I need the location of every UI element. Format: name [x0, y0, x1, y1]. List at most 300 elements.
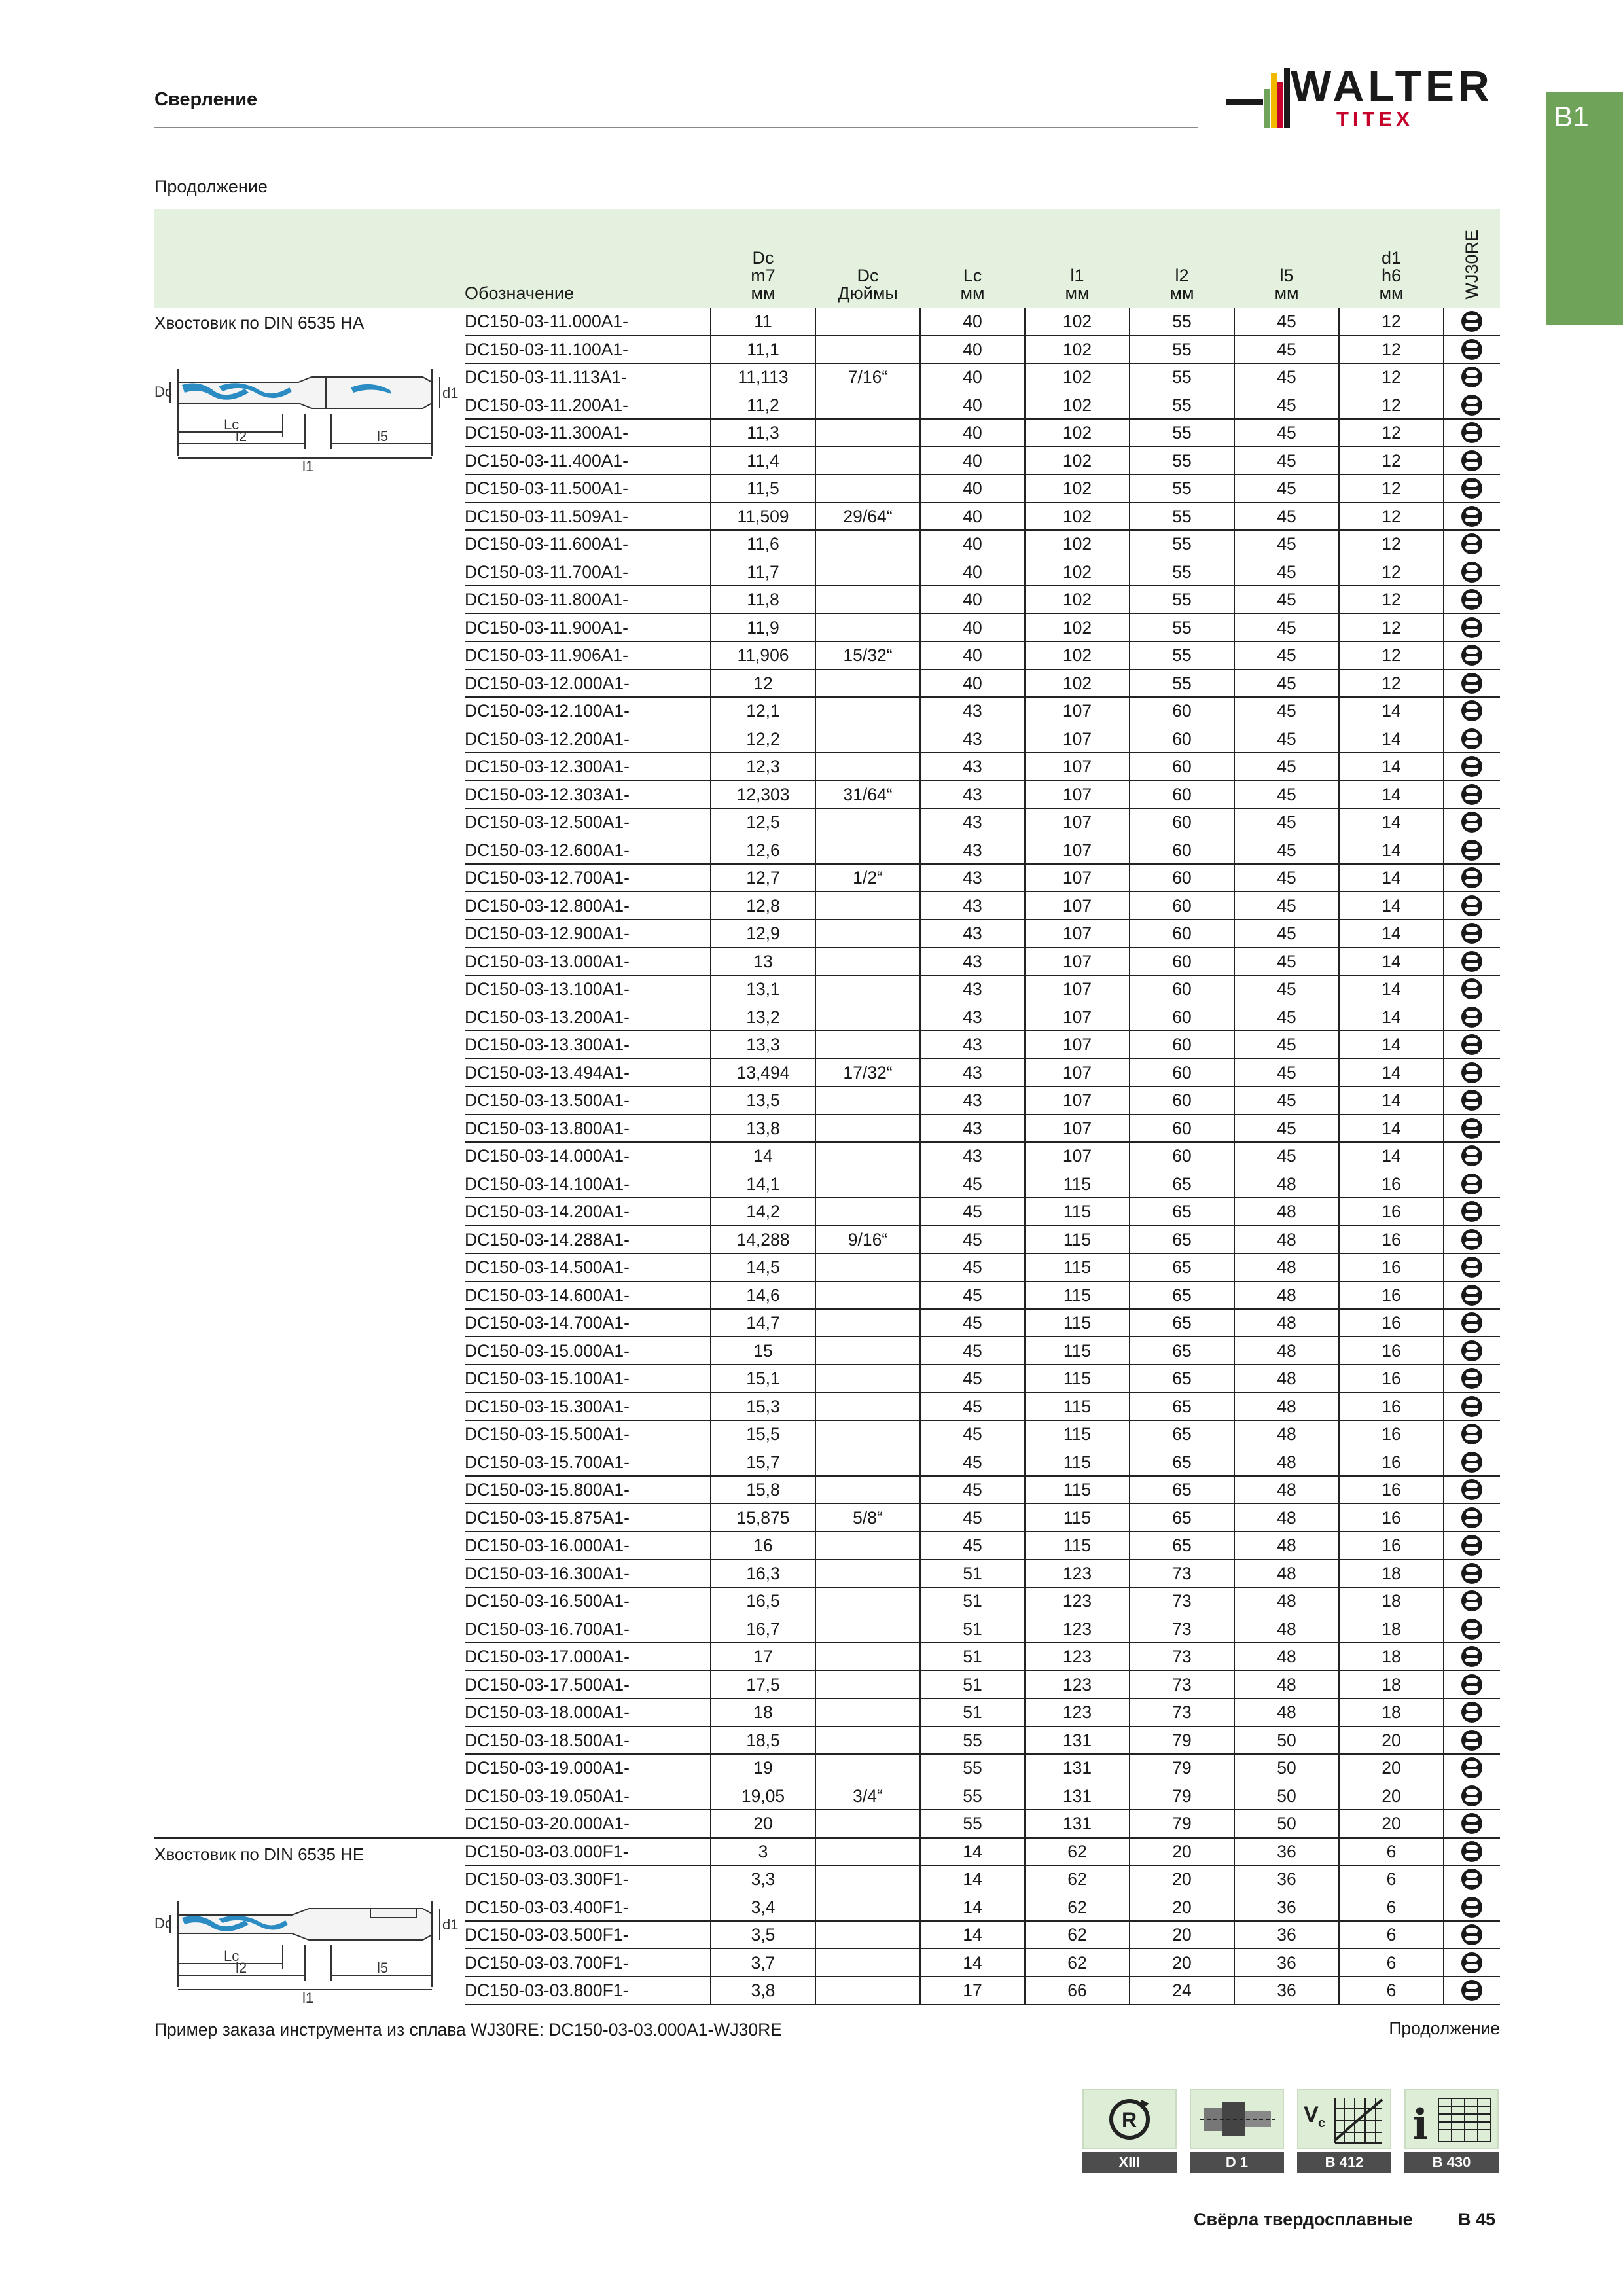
column-divider	[1234, 308, 1235, 2005]
value-cell: 62	[1067, 1925, 1087, 1945]
value-cell: 15,875	[736, 1507, 790, 1528]
value-cell: 55	[963, 1814, 982, 1833]
value-cell: 45	[963, 1313, 982, 1333]
value-cell: 17	[963, 1981, 982, 2000]
value-cell: 102	[1062, 339, 1092, 359]
grade-available-icon	[1461, 867, 1482, 888]
value-cell: 40	[963, 590, 982, 609]
value-cell: 20	[1382, 1785, 1401, 1806]
drawing-label-d1: d1	[442, 1916, 459, 1933]
value-cell: 45	[963, 1340, 982, 1361]
value-cell: 12	[1382, 478, 1401, 498]
footer-title: Свёрла твердосплавные	[1194, 2210, 1413, 2229]
value-cell: 15/32“	[843, 645, 893, 665]
designation-cell: DC150-03-14.700A1-	[465, 1313, 630, 1333]
value-cell: 45	[1277, 562, 1296, 582]
grade-available-icon	[1461, 1841, 1482, 1862]
value-cell: 36	[1277, 1841, 1296, 1861]
value-cell: 6	[1386, 1925, 1397, 1945]
value-cell: 20	[1172, 1869, 1192, 1889]
value-cell	[815, 558, 920, 586]
grade-available-icon	[1461, 478, 1482, 499]
designation-cell: DC150-03-12.900A1-	[465, 924, 630, 943]
value-cell: 45	[963, 1229, 982, 1249]
page-section-title: Сверление	[154, 89, 258, 110]
value-cell: 16,5	[746, 1591, 780, 1611]
value-cell: 20	[1382, 1814, 1401, 1833]
value-cell	[815, 1420, 920, 1448]
designation-cell: DC150-03-14.200A1-	[465, 1202, 630, 1221]
table-row	[154, 725, 1500, 753]
value-cell: 14	[1382, 868, 1401, 888]
value-cell: 15	[753, 1340, 773, 1361]
value-cell: 14,7	[746, 1313, 780, 1333]
value-cell: 55	[1172, 450, 1192, 471]
value-cell: 115	[1063, 1480, 1092, 1499]
group-label-he: Хвостовик по DIN 6535 HE	[154, 1844, 365, 1864]
table-row	[154, 1142, 1500, 1170]
info-table-icon	[1406, 2090, 1497, 2148]
value-cell: 45	[963, 1452, 982, 1472]
value-cell: 55	[1172, 395, 1192, 415]
value-cell: 14	[753, 1146, 773, 1166]
value-cell	[815, 1727, 920, 1755]
value-cell: 107	[1062, 757, 1092, 776]
value-cell: 79	[1172, 1785, 1192, 1806]
value-cell: 55	[1172, 478, 1192, 498]
shank-he-drawing	[154, 1885, 459, 2009]
value-cell: 45	[1277, 367, 1296, 387]
value-cell	[815, 725, 920, 753]
value-cell: 16	[1382, 1535, 1401, 1555]
value-cell: 20	[1172, 1952, 1192, 1973]
value-cell: 115	[1063, 1340, 1092, 1361]
grade-available-icon	[1461, 673, 1482, 694]
value-cell: 6	[1386, 1869, 1397, 1889]
value-cell: 55	[1172, 617, 1192, 637]
grade-available-icon	[1461, 978, 1482, 999]
value-cell: 55	[963, 1785, 982, 1806]
value-cell: 43	[963, 1146, 982, 1166]
designation-cell: DC150-03-03.500F1-	[465, 1925, 629, 1945]
table-row	[154, 1448, 1500, 1477]
header-rule	[154, 127, 1198, 128]
value-cell: 14,2	[746, 1202, 780, 1221]
value-cell	[815, 1476, 920, 1504]
table-row	[154, 1253, 1500, 1282]
grade-available-icon	[1461, 1118, 1482, 1139]
value-cell: 43	[963, 701, 982, 721]
value-cell: 45	[963, 1369, 982, 1388]
drawing-label-dc: Dc	[154, 1915, 172, 1931]
value-cell: 55	[1172, 367, 1192, 387]
table-row	[154, 670, 1500, 698]
grade-available-icon	[1461, 1702, 1482, 1723]
value-cell: 40	[963, 367, 982, 387]
value-cell: 60	[1172, 784, 1192, 804]
value-cell: 14,288	[736, 1229, 790, 1249]
value-cell: 3,7	[751, 1952, 776, 1973]
value-cell	[815, 1810, 920, 1838]
value-cell: 36	[1277, 1952, 1296, 1973]
value-cell: 36	[1277, 1925, 1296, 1945]
value-cell	[815, 892, 920, 920]
value-cell: 14	[1382, 979, 1401, 999]
value-cell: 11,5	[747, 478, 779, 498]
value-cell: 15,3	[746, 1396, 780, 1416]
col-header-l2: l2 мм	[1169, 266, 1194, 303]
drawing-label-l5: l5	[377, 1960, 389, 1976]
table-row	[154, 1086, 1500, 1115]
value-cell	[815, 614, 920, 642]
value-cell: 20	[1382, 1730, 1401, 1750]
grade-available-icon	[1461, 840, 1482, 861]
grade-available-icon	[1461, 1201, 1482, 1222]
drawing-label-d1: d1	[442, 385, 459, 401]
grade-available-icon	[1461, 1452, 1482, 1473]
designation-cell: DC150-03-17.500A1-	[465, 1674, 630, 1695]
value-cell: 115	[1063, 1313, 1092, 1333]
grade-available-icon	[1461, 700, 1482, 721]
value-cell: 16,7	[746, 1619, 780, 1639]
grade-available-icon	[1461, 311, 1482, 332]
drawing-label-lc: Lc	[224, 416, 240, 433]
value-cell: 29/64“	[843, 506, 893, 526]
value-cell: 11,113	[738, 367, 789, 387]
designation-cell: DC150-03-13.800A1-	[465, 1118, 630, 1138]
designation-cell: DC150-03-19.000A1-	[465, 1758, 630, 1778]
designation-cell: DC150-03-11.906A1-	[465, 645, 628, 665]
grade-available-icon	[1461, 1340, 1482, 1361]
designation-cell: DC150-03-15.875A1-	[465, 1507, 630, 1528]
designation-cell: DC150-03-12.700A1-	[465, 868, 630, 888]
value-cell: 65	[1172, 1369, 1192, 1388]
value-cell: 36	[1277, 1981, 1296, 2000]
table-row	[154, 1031, 1500, 1059]
designation-cell: DC150-03-11.900A1-	[465, 617, 628, 637]
value-cell: 62	[1067, 1869, 1087, 1889]
table-row	[154, 1587, 1500, 1615]
value-cell: 40	[963, 673, 982, 693]
table-row	[154, 864, 1500, 892]
value-cell: 12	[1382, 534, 1401, 554]
value-cell: 16	[1382, 1257, 1401, 1277]
value-cell: 60	[1172, 1035, 1192, 1054]
value-cell: 48	[1277, 1591, 1296, 1611]
value-cell: 43	[963, 1035, 982, 1054]
value-cell: 45	[963, 1285, 982, 1305]
designation-cell: DC150-03-18.500A1-	[465, 1730, 630, 1750]
value-cell: 20	[1172, 1925, 1192, 1945]
value-cell: 107	[1062, 728, 1092, 749]
value-cell: 107	[1062, 1090, 1092, 1110]
table-row	[154, 836, 1500, 865]
col-header-dc: Dc m7 мм	[751, 248, 776, 303]
value-cell: 55	[1172, 673, 1192, 693]
value-cell: 62	[1067, 1952, 1087, 1973]
value-cell: 115	[1063, 1257, 1092, 1277]
value-cell: 12,1	[746, 701, 780, 721]
continued-label-bottom: Продолжение	[1389, 2018, 1500, 2038]
value-cell: 13,1	[746, 979, 780, 999]
value-cell: 55	[1172, 312, 1192, 331]
value-cell: 51	[963, 1563, 982, 1583]
value-cell: 20	[1382, 1758, 1401, 1778]
value-cell: 12	[1382, 562, 1401, 582]
value-cell: 73	[1172, 1647, 1192, 1666]
value-cell: 17	[753, 1647, 773, 1666]
value-cell: 50	[1277, 1730, 1296, 1750]
grade-available-icon	[1461, 1174, 1482, 1194]
value-cell: 45	[1277, 450, 1296, 471]
value-cell: 45	[1277, 895, 1296, 916]
value-cell: 115	[1063, 1174, 1092, 1194]
value-cell: 43	[963, 757, 982, 776]
value-cell: 131	[1062, 1758, 1092, 1778]
value-cell: 13,5	[746, 1090, 780, 1110]
value-cell: 107	[1062, 840, 1092, 860]
table-row	[154, 697, 1500, 725]
value-cell: 107	[1062, 1007, 1092, 1027]
value-cell: 40	[963, 339, 982, 359]
grade-available-icon	[1461, 1535, 1482, 1556]
column-divider	[1129, 308, 1130, 2005]
value-cell: 73	[1172, 1702, 1192, 1722]
designation-cell: DC150-03-11.100A1-	[465, 339, 628, 359]
value-cell: 5/8“	[853, 1507, 883, 1528]
value-cell: 60	[1172, 979, 1192, 999]
logo-wordmark: WALTER	[1291, 62, 1493, 110]
grade-available-icon	[1461, 812, 1482, 833]
value-cell: 65	[1172, 1174, 1192, 1194]
table-row	[154, 1532, 1500, 1560]
value-cell: 43	[963, 868, 982, 888]
value-cell: 48	[1277, 1174, 1296, 1194]
col-header-lc: Lc мм	[960, 266, 985, 303]
grade-available-icon	[1461, 1952, 1482, 1973]
value-cell: 51	[963, 1591, 982, 1611]
value-cell: 102	[1062, 423, 1092, 442]
value-cell: 50	[1277, 1814, 1296, 1833]
value-cell	[815, 336, 920, 364]
grade-available-icon	[1461, 1257, 1482, 1278]
value-cell: 45	[1277, 1146, 1296, 1166]
grade-available-icon	[1461, 589, 1482, 610]
designation-cell: DC150-03-13.000A1-	[465, 951, 630, 971]
ref-info-table[interactable]	[1404, 2089, 1499, 2174]
value-cell: 3,8	[751, 1981, 776, 2000]
value-cell: 55	[1172, 562, 1192, 582]
value-cell: 14,1	[746, 1174, 780, 1194]
value-cell: 123	[1062, 1702, 1092, 1722]
grade-available-icon	[1461, 1813, 1482, 1834]
value-cell: 55	[1172, 590, 1192, 609]
value-cell: 65	[1172, 1313, 1192, 1333]
grade-available-icon	[1461, 756, 1482, 777]
value-cell: 11,509	[737, 506, 789, 526]
value-cell: 43	[963, 1062, 982, 1083]
value-cell: 40	[963, 450, 982, 471]
table-row	[154, 753, 1500, 781]
value-cell: 15,7	[746, 1452, 780, 1472]
column-divider	[1024, 308, 1026, 2005]
value-cell: 16	[1382, 1340, 1401, 1361]
designation-cell: DC150-03-13.500A1-	[465, 1090, 630, 1110]
designation-cell: DC150-03-17.000A1-	[465, 1647, 630, 1666]
value-cell: 12,3	[746, 757, 780, 776]
value-cell: 45	[1277, 757, 1296, 776]
value-cell: 13,494	[736, 1062, 790, 1083]
value-cell: 131	[1062, 1785, 1092, 1806]
value-cell: 51	[963, 1647, 982, 1666]
value-cell: 3,5	[751, 1925, 776, 1945]
value-cell: 60	[1172, 1007, 1192, 1027]
table-row	[154, 586, 1500, 614]
table-row	[154, 1365, 1500, 1393]
col-header-d1: d1 h6 мм	[1379, 248, 1404, 303]
value-cell: 48	[1277, 1480, 1296, 1499]
cutting-data-icon	[1298, 2090, 1390, 2148]
value-cell: 107	[1062, 895, 1092, 916]
group-label-ha: Хвостовик по DIN 6535 HA	[154, 313, 365, 332]
value-cell: 60	[1172, 924, 1192, 943]
value-cell	[815, 1142, 920, 1170]
value-cell: 6	[1386, 1981, 1397, 2000]
designation-cell: DC150-03-03.300F1-	[465, 1869, 629, 1889]
grade-available-icon	[1461, 1674, 1482, 1695]
column-divider	[1338, 308, 1340, 2005]
value-cell: 43	[963, 1007, 982, 1027]
value-cell: 17/32“	[843, 1062, 893, 1083]
value-cell: 18	[1382, 1619, 1401, 1639]
value-cell	[815, 948, 920, 976]
value-cell: 45	[1277, 868, 1296, 888]
value-cell: 19	[753, 1758, 773, 1778]
grade-available-icon	[1461, 1757, 1482, 1778]
value-cell: 3,3	[751, 1869, 776, 1889]
value-cell	[815, 1671, 920, 1699]
value-cell: 51	[963, 1702, 982, 1722]
table-row	[154, 1727, 1500, 1755]
value-cell: 48	[1277, 1619, 1296, 1639]
value-cell: 60	[1172, 1118, 1192, 1138]
designation-cell: DC150-03-11.800A1-	[465, 590, 628, 609]
value-cell: 13,2	[746, 1007, 780, 1027]
value-cell: 3	[758, 1841, 768, 1861]
value-cell: 102	[1062, 673, 1092, 693]
table-row	[154, 1810, 1500, 1838]
table-row	[154, 1393, 1500, 1421]
value-cell: 12	[1382, 395, 1401, 415]
grade-available-icon	[1461, 450, 1482, 471]
grade-available-icon	[1461, 1396, 1482, 1417]
value-cell: 17,5	[746, 1674, 780, 1695]
value-cell: 45	[1277, 339, 1296, 359]
value-cell: 48	[1277, 1507, 1296, 1528]
value-cell	[815, 1170, 920, 1198]
value-cell: 16	[753, 1535, 773, 1555]
value-cell: 107	[1062, 951, 1092, 971]
value-cell: 18	[1382, 1702, 1401, 1722]
designation-cell: DC150-03-15.500A1-	[465, 1424, 630, 1444]
value-cell: 11,7	[747, 562, 779, 582]
value-cell: 65	[1172, 1285, 1192, 1305]
designation-cell: DC150-03-14.000A1-	[465, 1146, 630, 1166]
value-cell: 24	[1172, 1981, 1192, 2000]
grade-available-icon	[1461, 339, 1482, 360]
ref-tool-holder[interactable]	[1190, 2089, 1284, 2174]
value-cell: 45	[1277, 924, 1296, 943]
value-cell	[815, 586, 920, 614]
ref-cutting-data[interactable]	[1297, 2089, 1391, 2174]
value-cell: 14	[1382, 757, 1401, 776]
value-cell	[815, 1615, 920, 1643]
value-cell: 45	[1277, 645, 1296, 665]
value-cell: 45	[1277, 617, 1296, 637]
column-divider	[710, 308, 711, 2005]
value-cell: 12	[1382, 367, 1401, 387]
section-tab	[1546, 92, 1623, 325]
value-cell: 45	[1277, 951, 1296, 971]
value-cell: 55	[1172, 645, 1192, 665]
value-cell: 43	[963, 1090, 982, 1110]
column-divider	[919, 308, 921, 2005]
designation-cell: DC150-03-12.000A1-	[465, 673, 630, 693]
value-cell: 16	[1382, 1202, 1401, 1221]
designation-cell: DC150-03-12.600A1-	[465, 840, 630, 860]
value-cell: 3/4“	[853, 1785, 883, 1806]
value-cell	[815, 753, 920, 781]
value-cell: 102	[1062, 617, 1092, 637]
value-cell: 60	[1172, 895, 1192, 916]
designation-cell: DC150-03-11.000A1-	[465, 312, 628, 331]
value-cell: 45	[963, 1480, 982, 1499]
grade-available-icon	[1461, 1507, 1482, 1528]
value-cell: 14	[1382, 1118, 1401, 1138]
designation-cell: DC150-03-14.600A1-	[465, 1285, 630, 1305]
grade-available-icon	[1461, 645, 1482, 666]
value-cell: 48	[1277, 1452, 1296, 1472]
table-row	[154, 808, 1500, 836]
grade-available-icon	[1461, 562, 1482, 583]
value-cell: 60	[1172, 951, 1192, 971]
value-cell: 14	[1382, 895, 1401, 916]
value-cell: 40	[963, 478, 982, 498]
value-cell	[815, 1587, 920, 1615]
value-cell: 115	[1063, 1535, 1092, 1555]
value-cell	[815, 419, 920, 447]
table-row	[154, 1560, 1500, 1588]
value-cell: 55	[963, 1758, 982, 1778]
value-cell: 102	[1062, 562, 1092, 582]
designation-cell: DC150-03-14.288A1-	[465, 1229, 630, 1249]
value-cell	[815, 1115, 920, 1143]
designation-cell: DC150-03-11.700A1-	[465, 562, 628, 582]
designation-cell: DC150-03-16.300A1-	[465, 1563, 630, 1583]
ref-regrind-service[interactable]	[1082, 2089, 1177, 2174]
value-cell: 48	[1277, 1340, 1296, 1361]
regrind-service-icon	[1084, 2090, 1175, 2148]
value-cell: 43	[963, 784, 982, 804]
value-cell: 43	[963, 979, 982, 999]
designation-cell: DC150-03-13.494A1-	[465, 1062, 630, 1083]
value-cell: 12,6	[746, 840, 780, 860]
value-cell	[815, 1949, 920, 1977]
designation-cell: DC150-03-12.100A1-	[465, 701, 630, 721]
grade-available-icon	[1461, 1145, 1482, 1166]
value-cell: 102	[1062, 645, 1092, 665]
designation-cell: DC150-03-16.000A1-	[465, 1535, 630, 1555]
